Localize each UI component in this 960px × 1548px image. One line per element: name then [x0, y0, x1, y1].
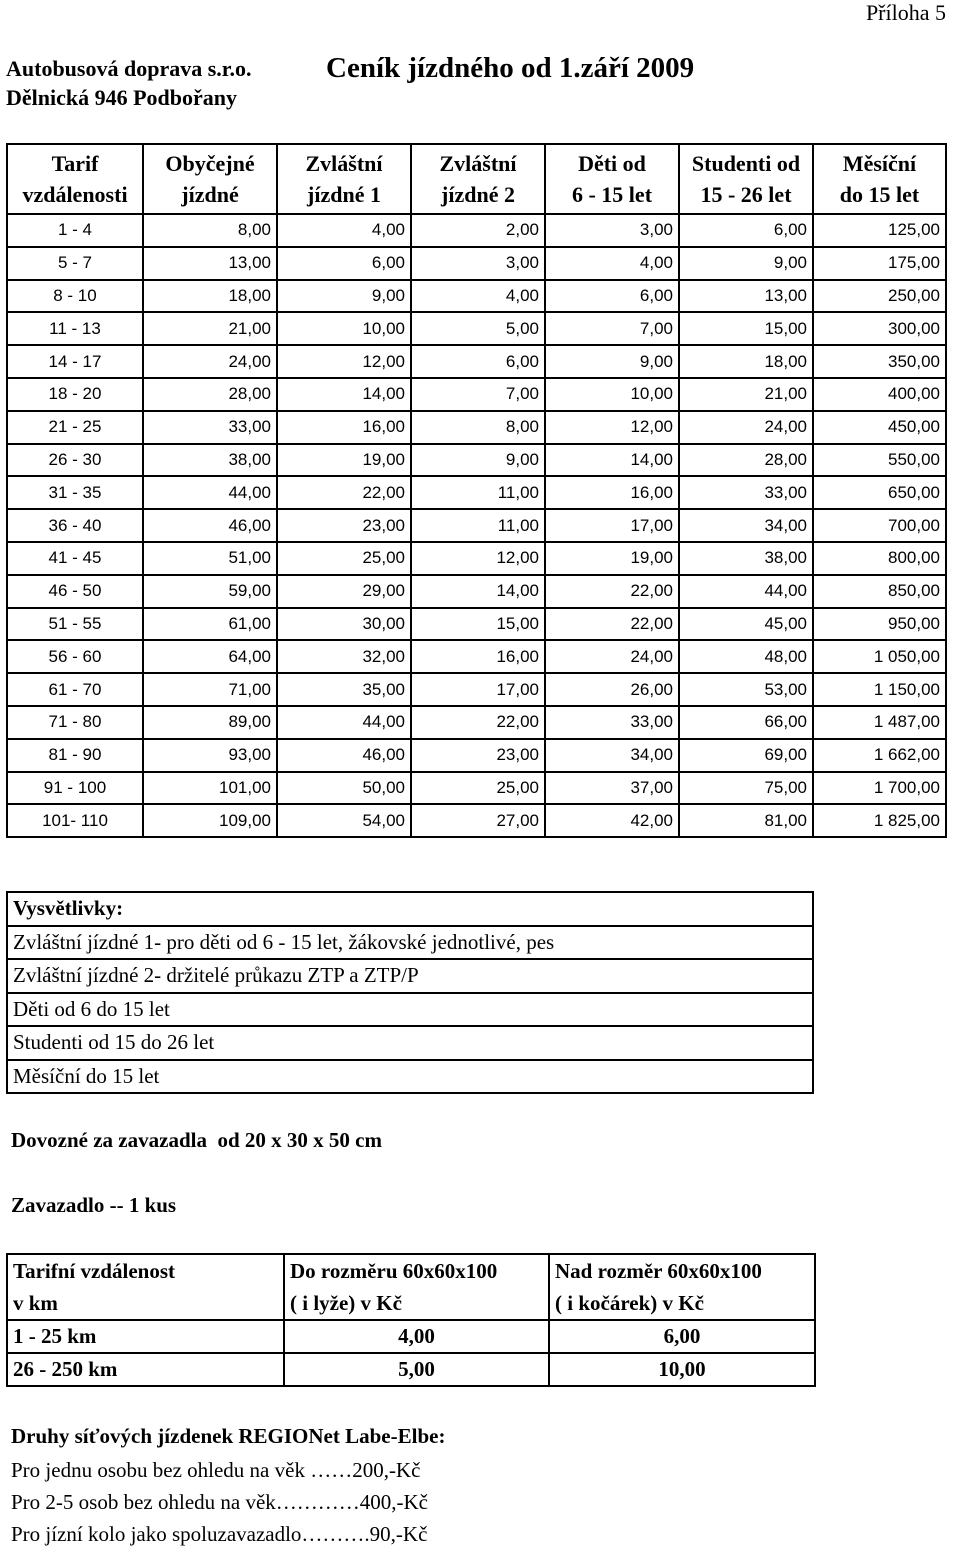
cell-distance: 5 - 7: [7, 247, 143, 280]
cell-children: 14,00: [545, 444, 679, 477]
luggage-price-small: 5,00: [284, 1353, 549, 1386]
cell-students: 18,00: [679, 345, 813, 378]
cell-monthly: 1 700,00: [813, 772, 946, 805]
cell-monthly: 400,00: [813, 378, 946, 411]
cell-special-2: 7,00: [411, 378, 545, 411]
cell-students: 69,00: [679, 739, 813, 772]
cell-children: 42,00: [545, 804, 679, 837]
luggage-row: [7, 1320, 815, 1353]
cell-special-1: 6,00: [277, 247, 411, 280]
cell-students: 75,00: [679, 772, 813, 805]
cell-regular: 13,00: [143, 247, 277, 280]
legend-item: Zvláštní jízdné 1- pro děti od 6 - 15 let, žákovské jednotlivé, pes: [7, 926, 813, 960]
fare-row: [7, 312, 946, 345]
cell-distance: 8 - 10: [7, 280, 143, 313]
cell-special-1: 50,00: [277, 772, 411, 805]
cell-special-2: 6,00: [411, 345, 545, 378]
company-block: [6, 54, 252, 112]
cell-special-2: 8,00: [411, 411, 545, 444]
cell-special-1: 46,00: [277, 739, 411, 772]
cell-special-2: 15,00: [411, 608, 545, 641]
cell-special-1: 12,00: [277, 345, 411, 378]
cell-students: 45,00: [679, 608, 813, 641]
fare-row: [7, 575, 946, 608]
cell-monthly: 1 487,00: [813, 706, 946, 739]
cell-regular: 93,00: [143, 739, 277, 772]
cell-special-1: 32,00: [277, 640, 411, 673]
cell-monthly: 650,00: [813, 476, 946, 509]
cell-distance: 31 - 35: [7, 476, 143, 509]
cell-regular: 33,00: [143, 411, 277, 444]
cell-special-1: 22,00: [277, 476, 411, 509]
luggage-distance: 1 - 25 km: [7, 1320, 284, 1353]
luggage-row: [7, 1353, 815, 1386]
cell-monthly: 800,00: [813, 542, 946, 575]
cell-monthly: 125,00: [813, 214, 946, 247]
cell-distance: 101- 110: [7, 804, 143, 837]
cell-special-1: 30,00: [277, 608, 411, 641]
col-header-children: Děti od 6 - 15 let: [545, 144, 679, 214]
cell-regular: 8,00: [143, 214, 277, 247]
cell-special-2: 11,00: [411, 509, 545, 542]
cell-special-1: 4,00: [277, 214, 411, 247]
col-header-regular: Obyčejné jízdné: [143, 144, 277, 214]
cell-regular: 21,00: [143, 312, 277, 345]
cell-special-1: 29,00: [277, 575, 411, 608]
cell-regular: 46,00: [143, 509, 277, 542]
company-address: Dělnická 946 Podbořany: [6, 85, 238, 110]
cell-children: 24,00: [545, 640, 679, 673]
cell-distance: 91 - 100: [7, 772, 143, 805]
cell-students: 38,00: [679, 542, 813, 575]
page-title: Ceník jízdného od 1.září 2009: [326, 52, 695, 84]
fare-table: [6, 143, 947, 838]
fare-row: [7, 772, 946, 805]
fare-row: [7, 804, 946, 837]
fare-row: [7, 706, 946, 739]
cell-children: 12,00: [545, 411, 679, 444]
cell-special-1: 10,00: [277, 312, 411, 345]
cell-children: 4,00: [545, 247, 679, 280]
fare-table-header: [7, 144, 946, 214]
cell-monthly: 350,00: [813, 345, 946, 378]
cell-special-2: 12,00: [411, 542, 545, 575]
cell-special-2: 23,00: [411, 739, 545, 772]
legend-item: Studenti od 15 do 26 let: [7, 1026, 813, 1060]
cell-special-2: 3,00: [411, 247, 545, 280]
cell-students: 48,00: [679, 640, 813, 673]
cell-children: 37,00: [545, 772, 679, 805]
cell-students: 33,00: [679, 476, 813, 509]
cell-distance: 1 - 4: [7, 214, 143, 247]
cell-students: 9,00: [679, 247, 813, 280]
cell-special-1: 16,00: [277, 411, 411, 444]
fare-row: [7, 345, 946, 378]
cell-regular: 51,00: [143, 542, 277, 575]
cell-monthly: 950,00: [813, 608, 946, 641]
fare-row: [7, 280, 946, 313]
luggage-header-distance: Tarifní vzdálenost v km: [7, 1254, 284, 1320]
luggage-distance: 26 - 250 km: [7, 1353, 284, 1386]
cell-regular: 59,00: [143, 575, 277, 608]
cell-special-2: 14,00: [411, 575, 545, 608]
cell-monthly: 550,00: [813, 444, 946, 477]
luggage-price-large: 10,00: [549, 1353, 815, 1386]
luggage-price-small: 4,00: [284, 1320, 549, 1353]
luggage-header-row: [7, 1254, 815, 1320]
cell-special-2: 11,00: [411, 476, 545, 509]
cell-monthly: 1 150,00: [813, 673, 946, 706]
cell-students: 44,00: [679, 575, 813, 608]
cell-distance: 36 - 40: [7, 509, 143, 542]
col-header-special-2: Zvláštní jízdné 2: [411, 144, 545, 214]
fare-row: [7, 673, 946, 706]
cell-regular: 71,00: [143, 673, 277, 706]
cell-monthly: 1 050,00: [813, 640, 946, 673]
cell-special-2: 22,00: [411, 706, 545, 739]
cell-regular: 89,00: [143, 706, 277, 739]
luggage-title: Dovozné za zavazadla od 20 x 30 x 50 cm: [11, 1128, 382, 1152]
legend-item: Měsíční do 15 let: [7, 1060, 813, 1094]
cell-monthly: 1 662,00: [813, 739, 946, 772]
cell-special-1: 23,00: [277, 509, 411, 542]
attachment-label: Příloha 5: [865, 0, 946, 25]
cell-students: 66,00: [679, 706, 813, 739]
cell-students: 21,00: [679, 378, 813, 411]
fare-row: [7, 739, 946, 772]
cell-children: 6,00: [545, 280, 679, 313]
cell-children: 16,00: [545, 476, 679, 509]
fare-row: [7, 476, 946, 509]
cell-distance: 18 - 20: [7, 378, 143, 411]
cell-special-2: 17,00: [411, 673, 545, 706]
cell-regular: 44,00: [143, 476, 277, 509]
cell-students: 15,00: [679, 312, 813, 345]
cell-distance: 14 - 17: [7, 345, 143, 378]
fare-row: [7, 509, 946, 542]
cell-children: 10,00: [545, 378, 679, 411]
cell-special-2: 9,00: [411, 444, 545, 477]
cell-students: 53,00: [679, 673, 813, 706]
cell-students: 13,00: [679, 280, 813, 313]
cell-regular: 18,00: [143, 280, 277, 313]
fare-row: [7, 640, 946, 673]
fare-row: [7, 608, 946, 641]
cell-distance: 11 - 13: [7, 312, 143, 345]
cell-children: 7,00: [545, 312, 679, 345]
cell-special-2: 16,00: [411, 640, 545, 673]
fare-row: [7, 542, 946, 575]
cell-special-1: 9,00: [277, 280, 411, 313]
cell-students: 34,00: [679, 509, 813, 542]
cell-special-2: 25,00: [411, 772, 545, 805]
cell-special-1: 54,00: [277, 804, 411, 837]
fare-row: [7, 247, 946, 280]
cell-children: 22,00: [545, 575, 679, 608]
cell-special-1: 44,00: [277, 706, 411, 739]
cell-regular: 24,00: [143, 345, 277, 378]
cell-children: 34,00: [545, 739, 679, 772]
cell-distance: 46 - 50: [7, 575, 143, 608]
cell-monthly: 300,00: [813, 312, 946, 345]
cell-distance: 26 - 30: [7, 444, 143, 477]
cell-distance: 21 - 25: [7, 411, 143, 444]
cell-distance: 56 - 60: [7, 640, 143, 673]
cell-children: 22,00: [545, 608, 679, 641]
cell-monthly: 700,00: [813, 509, 946, 542]
cell-special-1: 14,00: [277, 378, 411, 411]
cell-special-1: 19,00: [277, 444, 411, 477]
cell-children: 17,00: [545, 509, 679, 542]
cell-regular: 101,00: [143, 772, 277, 805]
company-name: Autobusová doprava s.r.o.: [6, 56, 252, 81]
luggage-header-up-to-size: Do rozměru 60x60x100 ( i lyže) v Kč: [284, 1254, 549, 1320]
col-header-special-1: Zvláštní jízdné 1: [277, 144, 411, 214]
cell-regular: 109,00: [143, 804, 277, 837]
network-ticket-line: Pro jízní kolo jako spoluzavazadlo……….90,-Kč: [11, 1522, 428, 1546]
cell-children: 33,00: [545, 706, 679, 739]
cell-special-2: 2,00: [411, 214, 545, 247]
cell-special-2: 4,00: [411, 280, 545, 313]
col-header-monthly: Měsíční do 15 let: [813, 144, 946, 214]
cell-monthly: 1 825,00: [813, 804, 946, 837]
cell-children: 9,00: [545, 345, 679, 378]
col-header-students: Studenti od 15 - 26 let: [679, 144, 813, 214]
cell-children: 26,00: [545, 673, 679, 706]
cell-monthly: 450,00: [813, 411, 946, 444]
luggage-subtitle: Zavazadlo -- 1 kus: [11, 1193, 177, 1217]
cell-special-2: 5,00: [411, 312, 545, 345]
luggage-table: [6, 1253, 816, 1387]
fare-row: [7, 214, 946, 247]
cell-regular: 64,00: [143, 640, 277, 673]
luggage-price-large: 6,00: [549, 1320, 815, 1353]
luggage-header-over-size: Nad rozměr 60x60x100 ( i kočárek) v Kč: [549, 1254, 815, 1320]
cell-distance: 41 - 45: [7, 542, 143, 575]
cell-students: 6,00: [679, 214, 813, 247]
cell-students: 28,00: [679, 444, 813, 477]
cell-distance: 81 - 90: [7, 739, 143, 772]
cell-special-1: 25,00: [277, 542, 411, 575]
cell-special-2: 27,00: [411, 804, 545, 837]
legend-heading: Vysvětlivky:: [7, 892, 813, 926]
cell-distance: 71 - 80: [7, 706, 143, 739]
fare-row: [7, 378, 946, 411]
cell-monthly: 250,00: [813, 280, 946, 313]
cell-regular: 61,00: [143, 608, 277, 641]
cell-monthly: 175,00: [813, 247, 946, 280]
cell-children: 3,00: [545, 214, 679, 247]
legend-item: Děti od 6 do 15 let: [7, 993, 813, 1027]
cell-distance: 51 - 55: [7, 608, 143, 641]
cell-special-1: 35,00: [277, 673, 411, 706]
legend-item: Zvláštní jízdné 2- držitelé průkazu ZTP a ZTP/P: [7, 959, 813, 993]
cell-distance: 61 - 70: [7, 673, 143, 706]
cell-students: 81,00: [679, 804, 813, 837]
cell-monthly: 850,00: [813, 575, 946, 608]
cell-regular: 28,00: [143, 378, 277, 411]
col-header-distance: Tarif vzdálenosti: [7, 144, 143, 214]
cell-regular: 38,00: [143, 444, 277, 477]
network-tickets-title: Druhy síťových jízdenek REGIONet Labe-Elbe:: [11, 1424, 446, 1448]
legend-box: [6, 891, 814, 1094]
network-ticket-line: Pro jednu osobu bez ohledu na věk ……200,-Kč: [11, 1458, 421, 1482]
cell-students: 24,00: [679, 411, 813, 444]
network-ticket-line: Pro 2-5 osob bez ohledu na věk…………400,-Kč: [11, 1490, 429, 1514]
fare-row: [7, 444, 946, 477]
cell-children: 19,00: [545, 542, 679, 575]
fare-row: [7, 411, 946, 444]
